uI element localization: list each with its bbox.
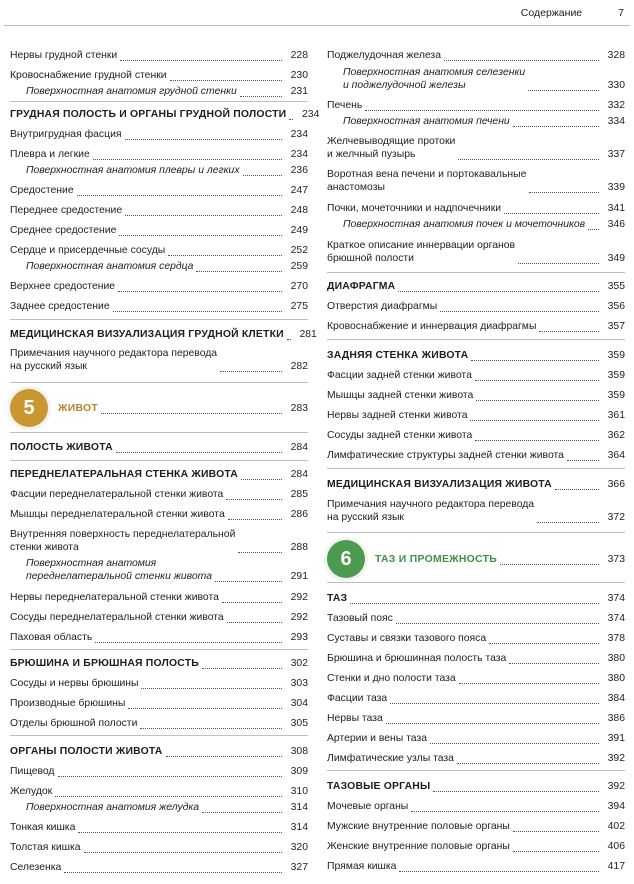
chapter-title: ЖИВОТ [58, 402, 99, 414]
chapter-page: 283 [290, 402, 308, 414]
toc-entry[interactable]: Отделы брюшной полости 305 [10, 718, 308, 729]
toc-entry[interactable]: Фасции переднелатеральной стенки живота 285 [10, 489, 308, 500]
toc-entry[interactable]: Внутренняя поверхность переднелатеральной стенки живота 288 [10, 529, 308, 553]
toc-section-heading[interactable]: МЕДИЦИНСКАЯ ВИЗУАЛИЗАЦИЯ ЖИВОТА 366 [327, 479, 625, 490]
toc-entry[interactable]: Средостение 247 [10, 185, 308, 196]
toc-subentry[interactable]: Поверхностная анатомия переднелатеральной стенки живота 291 [10, 558, 308, 583]
toc-section-heading[interactable]: ОРГАНЫ ПОЛОСТИ ЖИВОТА 308 [10, 746, 308, 757]
toc-section-heading[interactable]: ЗАДНЯЯ СТЕНКА ЖИВОТА 359 [327, 350, 625, 361]
toc-entry[interactable]: Мышцы задней стенки живота 359 [327, 390, 625, 401]
toc-entry[interactable]: Лимфатические структуры задней стенки живота 364 [327, 450, 625, 461]
toc-entry[interactable]: Толстая кишка 320 [10, 842, 308, 853]
toc-entry[interactable]: Суставы и связки тазового пояса 378 [327, 633, 625, 644]
toc-entry[interactable]: Нервы переднелатеральной стенки живота 292 [10, 592, 308, 603]
toc-entry[interactable]: Фасции таза 384 [327, 693, 625, 704]
toc-entry[interactable]: Пищевод 309 [10, 766, 308, 777]
toc-entry[interactable]: Мужские внутренние половые органы 402 [327, 821, 625, 832]
toc-entry[interactable]: Внутригрудная фасция 234 [10, 129, 308, 140]
toc-entry[interactable]: Сосуды задней стенки живота 362 [327, 430, 625, 441]
toc-entry[interactable]: Заднее средостение 275 [10, 301, 308, 312]
toc-entry[interactable]: Желчевыводящие протоки и желчный пузырь 337 [327, 136, 625, 160]
toc-entry[interactable]: Плевра и легкие 234 [10, 149, 308, 160]
toc-entry[interactable]: Сосуды и нервы брюшины 303 [10, 678, 308, 689]
toc-entry[interactable]: Стенки и дно полости таза 380 [327, 673, 625, 684]
toc-entry[interactable]: Тонкая кишка 314 [10, 822, 308, 833]
section-divider [327, 339, 625, 340]
toc-entry[interactable]: Женские внутренние половые органы 406 [327, 841, 625, 852]
toc-entry[interactable]: Отверстия диафрагмы 356 [327, 301, 625, 312]
toc-entry[interactable]: Нервы задней стенки живота 361 [327, 410, 625, 421]
toc-entry[interactable]: Поджелудочная железа 328 [327, 50, 625, 61]
toc-subentry[interactable]: Поверхностная анатомия селезенки и поджелудочной железы 330 [327, 67, 625, 92]
toc-subentry[interactable]: Поверхностная анатомия печени 334 [327, 115, 625, 128]
toc-subentry[interactable]: Поверхностная анатомия сердца 259 [10, 260, 308, 273]
toc-section-heading[interactable]: МЕДИЦИНСКАЯ ВИЗУАЛИЗАЦИЯ ГРУДНОЙ КЛЕТКИ 281 [10, 329, 317, 340]
section-divider [10, 649, 308, 650]
toc-entry[interactable]: Сердце и присердечные сосуды 252 [10, 245, 308, 256]
chapter-title: ТАЗ И ПРОМЕЖНОСТЬ [375, 553, 498, 565]
toc-entry[interactable]: Кровоснабжение и иннервация диафрагмы 357 [327, 321, 625, 332]
toc-entry[interactable]: Лимфатические узлы таза 392 [327, 753, 625, 764]
toc-entry[interactable]: Желудок 310 [10, 786, 308, 797]
toc-entry[interactable]: Верхнее средостение 270 [10, 281, 308, 292]
toc-entry[interactable]: Почки, мочеточники и надпочечники 341 [327, 203, 625, 214]
section-divider [10, 101, 308, 102]
chapter-5-entry[interactable] [10, 386, 308, 430]
page-number: 7 [618, 7, 624, 19]
toc-entry[interactable]: Тазовый пояс 374 [327, 613, 625, 624]
section-divider [327, 272, 625, 273]
toc-entry[interactable]: Примечания научного редактора перевода на русский язык 372 [327, 499, 625, 523]
toc-entry[interactable]: Среднее средостение 249 [10, 225, 308, 236]
section-divider [327, 770, 625, 771]
header-rule [4, 25, 630, 26]
chapter-divider [10, 432, 308, 433]
chapter-divider [10, 382, 308, 383]
section-divider [327, 468, 625, 469]
toc-entry[interactable]: Мышцы переднелатеральной стенки живота 286 [10, 509, 308, 520]
toc-entry[interactable]: Прямая кишка 417 [327, 861, 625, 872]
toc-entry[interactable]: Паховая область 293 [10, 632, 308, 643]
toc-entry[interactable]: Нервы таза 386 [327, 713, 625, 724]
toc-entry[interactable]: Артерии и вены таза 391 [327, 733, 625, 744]
chapter-number-badge: 6 [327, 540, 365, 578]
running-title: Содержание [520, 7, 583, 19]
chapter-6-entry[interactable] [327, 537, 625, 581]
toc-section-heading[interactable]: ПОЛОСТЬ ЖИВОТА 284 [10, 442, 308, 453]
toc-section-heading[interactable]: ГРУДНАЯ ПОЛОСТЬ И ОРГАНЫ ГРУДНОЙ ПОЛОСТИ 234 [10, 109, 320, 120]
page-header [521, 5, 624, 21]
section-divider [10, 319, 308, 320]
toc-subentry[interactable]: Поверхностная анатомия желудка 314 [10, 801, 308, 814]
chapter-number-badge: 5 [10, 389, 48, 427]
chapter-page: 373 [607, 553, 625, 565]
toc-subentry[interactable]: Поверхностная анатомия грудной стенки 231 [10, 85, 308, 98]
toc-entry[interactable]: Печень 332 [327, 100, 625, 111]
toc-entry[interactable]: Производные брюшины 304 [10, 698, 308, 709]
toc-entry[interactable]: Брюшина и брюшинная полость таза 380 [327, 653, 625, 664]
chapter-divider [327, 532, 625, 533]
toc-section-heading[interactable]: ТАЗОВЫЕ ОРГАНЫ 392 [327, 781, 625, 792]
toc-entry[interactable]: Кровоснабжение грудной стенки 230 [10, 70, 308, 81]
toc-section-heading[interactable]: ДИАФРАГМА 355 [327, 281, 625, 292]
toc-entry[interactable]: Примечания научного редактора перевода на русский язык 282 [10, 348, 308, 372]
section-divider [10, 735, 308, 736]
toc-section-heading[interactable]: ПЕРЕДНЕЛАТЕРАЛЬНАЯ СТЕНКА ЖИВОТА 284 [10, 469, 308, 480]
toc-entry[interactable]: Воротная вена печени и портокавальные анастомозы 339 [327, 169, 625, 193]
toc-entry[interactable]: Мочевые органы 394 [327, 801, 625, 812]
toc-section-heading[interactable]: ТАЗ 374 [327, 593, 625, 604]
toc-entry[interactable]: Селезенка 327 [10, 862, 308, 873]
toc-entry[interactable]: Фасции задней стенки живота 359 [327, 370, 625, 381]
section-divider [10, 460, 308, 461]
toc-entry[interactable]: Сосуды переднелатеральной стенки живота 292 [10, 612, 308, 623]
toc-section-heading[interactable]: БРЮШИНА И БРЮШНАЯ ПОЛОСТЬ 302 [10, 658, 308, 669]
toc-entry[interactable]: Краткое описание иннервации органов брюшной полости 349 [327, 240, 625, 264]
toc-subentry[interactable]: Поверхностная анатомия плевры и легких 236 [10, 164, 308, 177]
toc-entry[interactable]: Переднее средостение 248 [10, 205, 308, 216]
chapter-divider [327, 582, 625, 583]
toc-entry[interactable]: Нервы грудной стенки 228 [10, 50, 308, 61]
toc-subentry[interactable]: Поверхностная анатомия почек и мочеточников 346 [327, 218, 625, 231]
